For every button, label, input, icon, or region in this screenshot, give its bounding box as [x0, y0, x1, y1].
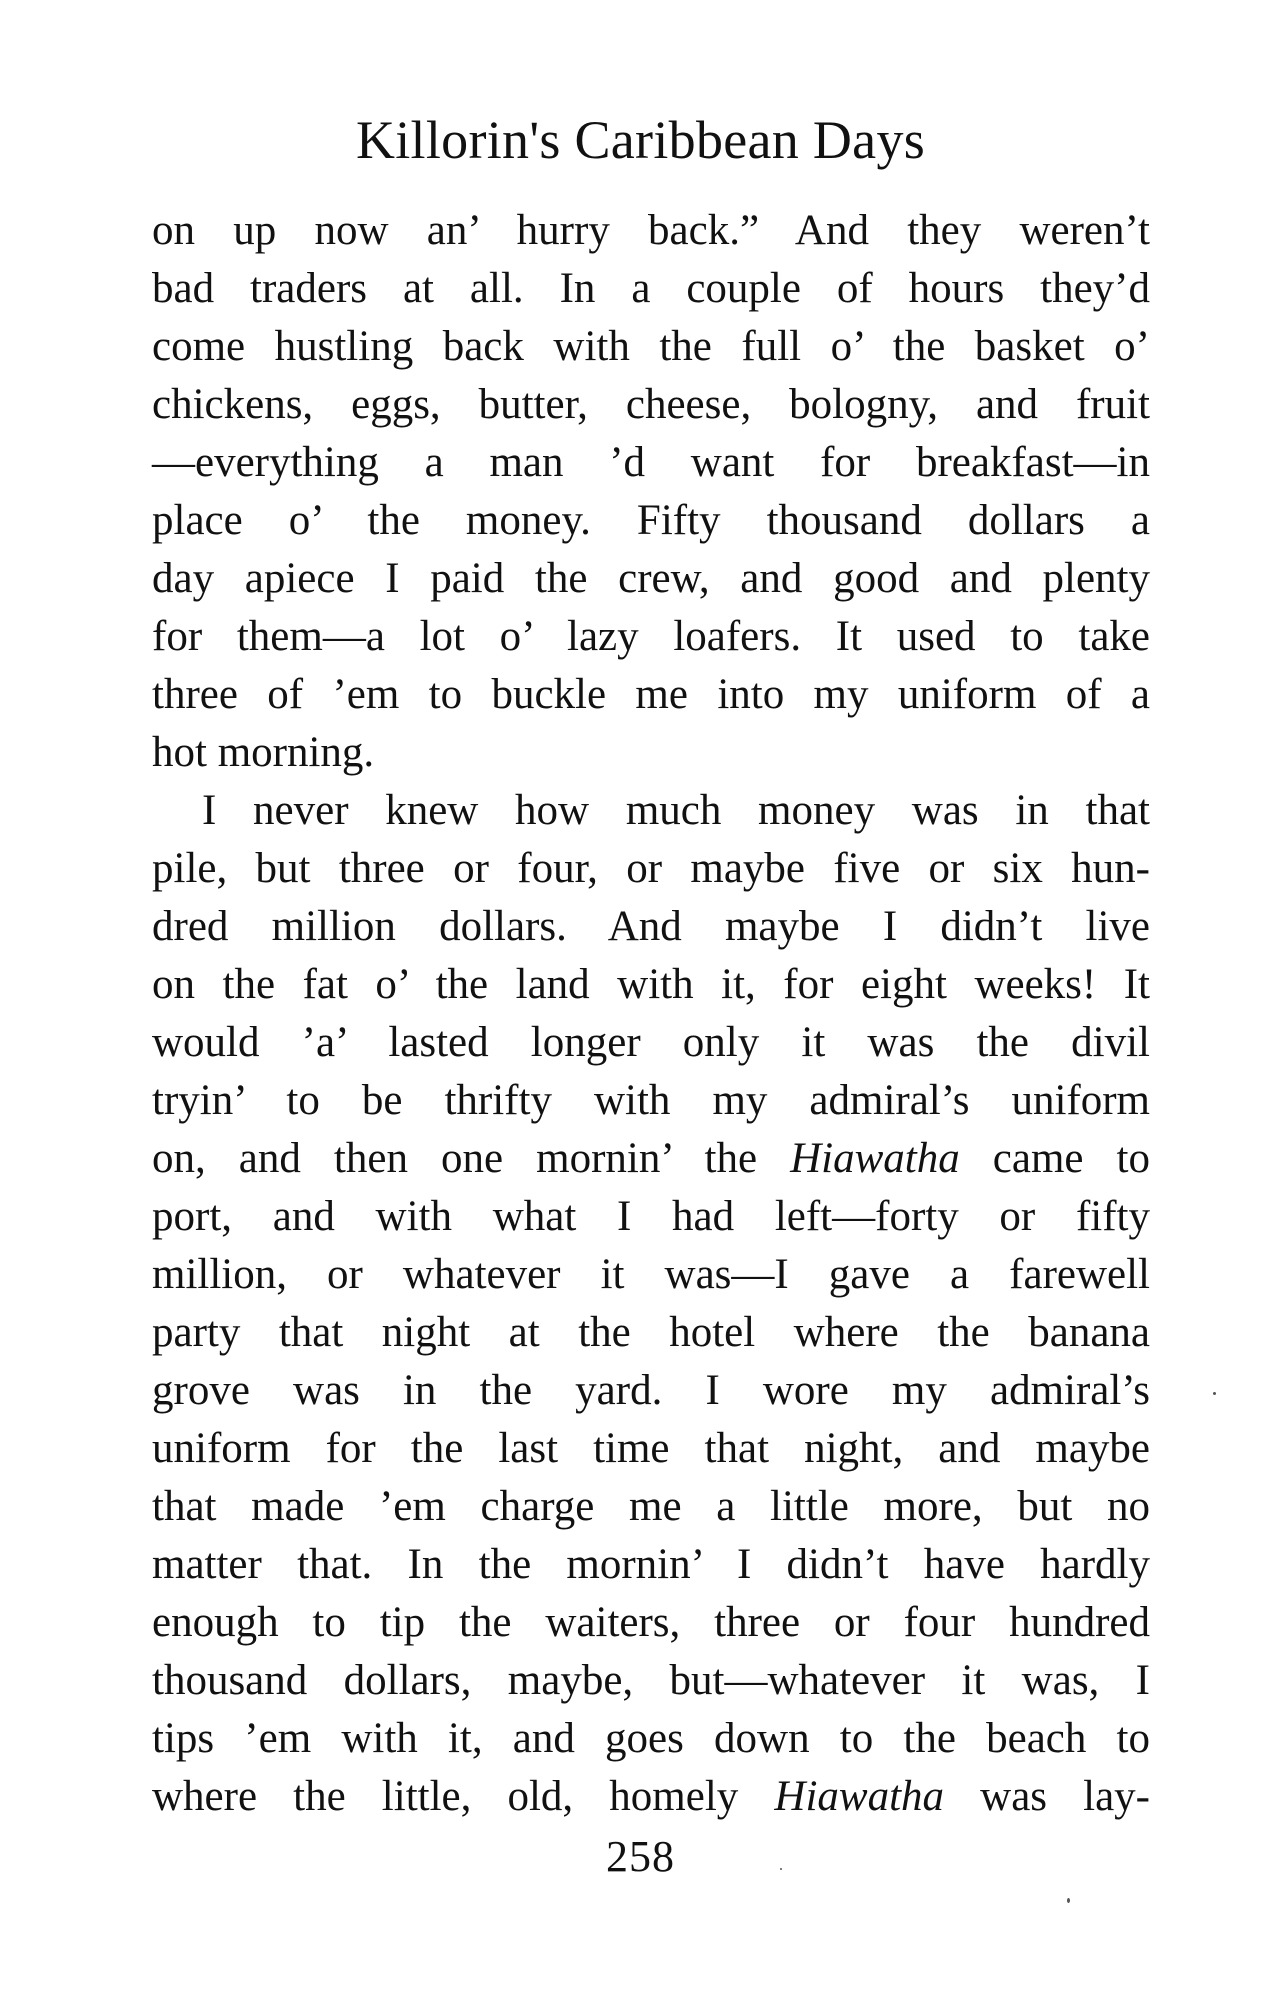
text-line: come hustling back with the full o’ the basket o’: [152, 323, 1150, 370]
text-line: party that night at the hotel where the banana: [152, 1309, 1150, 1356]
text-segment: where the little, old, homely: [152, 1773, 775, 1820]
italic-ship-name: Hiawatha: [790, 1135, 960, 1182]
text-line: thousand dollars, maybe, but—whatever it was, I: [152, 1657, 1150, 1704]
text-line: [152, 1768, 1150, 1826]
text-line: port, and with what I had left—forty or fifty: [152, 1193, 1150, 1240]
text-line: that made ’em charge me a little more, but no: [152, 1483, 1150, 1530]
text-line: bad traders at all. In a couple of hours they’d: [152, 265, 1150, 312]
scan-speck: [1213, 1392, 1216, 1395]
text-line: uniform for the last time that night, and maybe: [152, 1425, 1150, 1472]
text-line: place o’ the money. Fifty thousand dollars a: [152, 497, 1150, 544]
text-segment: came to: [959, 1135, 1150, 1182]
text-line: I never knew how much money was in that: [202, 787, 1150, 834]
italic-ship-name: Hiawatha: [774, 1773, 945, 1820]
text-segment: was lay-: [944, 1773, 1150, 1820]
text-line: million, or whatever it was—I gave a farewell: [152, 1251, 1150, 1298]
text-line: on up now an’ hurry back.” And they weren’t: [152, 207, 1150, 254]
scan-speck: [780, 1868, 782, 1870]
text-line: tips ’em with it, and goes down to the beach to: [152, 1715, 1150, 1762]
text-line: for them—a lot o’ lazy loafers. It used to take: [152, 613, 1150, 660]
text-line: three of ’em to buckle me into my uniform of a: [152, 671, 1150, 718]
text-line: day apiece I paid the crew, and good and plenty: [152, 555, 1150, 602]
text-line: chickens, eggs, butter, cheese, bologny, and fruit: [152, 381, 1150, 428]
running-head: Killorin's Caribbean Days: [355, 110, 926, 170]
text-line: pile, but three or four, or maybe five or six hun-: [152, 845, 1150, 892]
text-line: would ’a’ lasted longer only it was the divil: [152, 1019, 1150, 1066]
text-segment: on, and then one mornin’ the: [152, 1135, 791, 1182]
text-line: tryin’ to be thrifty with my admiral’s uniform: [152, 1077, 1150, 1124]
page-number: 258: [606, 1832, 675, 1881]
text-line: hot morning.: [152, 729, 375, 776]
text-line: enough to tip the waiters, three or four hundred: [152, 1599, 1150, 1646]
text-line: grove was in the yard. I wore my admiral’s: [152, 1367, 1150, 1414]
text-line: —everything a man ’d want for breakfast—in: [152, 439, 1150, 486]
text-line: on the fat o’ the land with it, for eight weeks! It: [152, 961, 1150, 1008]
scan-speck: [1067, 1898, 1070, 1903]
text-line: [152, 1130, 1150, 1188]
text-line: matter that. In the mornin’ I didn’t have hardly: [152, 1541, 1150, 1588]
text-line: dred million dollars. And maybe I didn’t live: [152, 903, 1150, 950]
body-text: [152, 202, 1150, 1826]
